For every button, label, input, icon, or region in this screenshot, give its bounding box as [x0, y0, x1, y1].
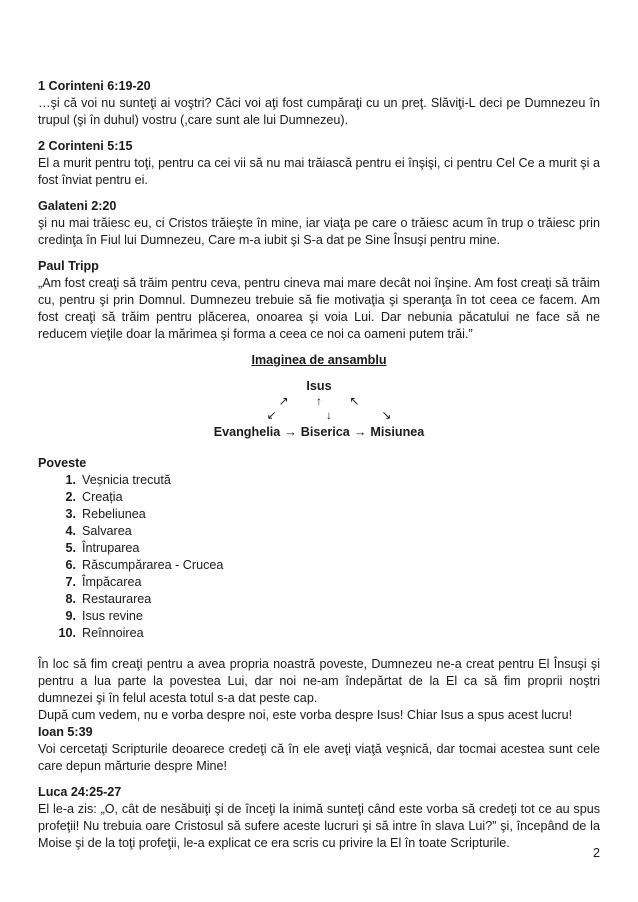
diagram-top-label: Isus [306, 379, 332, 393]
arrows-down-row [38, 407, 600, 424]
page-number: 2 [592, 846, 600, 860]
list-label: Întruparea [82, 541, 140, 555]
overview-title: Imaginea de ansamblu [251, 353, 387, 367]
overview-flow [38, 424, 600, 441]
body-paragraph: În loc să fim creaţi pentru a avea propria noastră poveste, Dumnezeu ne-a creat pentru El Însuşi şi pentru a lua parte la povestea Lui, dar noi ne-am îndepărtat de la El ca să fim proprii noştri dumnezei şi în felul acesta totul s-a dat peste cap. [38, 657, 600, 705]
arrow-right-icon: → [353, 425, 367, 439]
list-number: 6. [65, 558, 76, 572]
arrow-up-left-icon: ↖ [349, 394, 360, 408]
quote-block [38, 258, 600, 343]
list-number: 10. [58, 626, 76, 640]
list-number: 3. [65, 507, 76, 521]
quote-author: Paul Tripp [38, 259, 99, 273]
verse-reference: 1 Corinteni 6:19-20 [38, 79, 151, 93]
document-page [38, 78, 600, 861]
verse-block [38, 198, 600, 249]
verse-text: şi nu mai trăiesc eu, ci Cristos trăieşte în mine, iar viaţa pe care o trăiesc acum în trup o trăiesc prin credinţa în Fiul lui Dumnezeu, Care m-a iubit şi S-a dat pe Sine Însuşi pentru mine. [38, 216, 600, 247]
list-item [38, 557, 600, 574]
verse-text: El le-a zis: „O, cât de nesăbuiţi şi de înceţi la inimă sunteţi când este vorba să credeţi tot ce au spus profeţii! Nu trebuia oare Cristosul să sufere aceste lucruri şi să intre în slava Lui?” şi, începând de la Moise şi de la toţi profeţii, le-a explicat ce era scris cu privire la El în toate Scripturile. [38, 802, 600, 850]
flow-item-misiunea: Misiunea [370, 425, 425, 439]
arrow-down-right-icon: ↘ [381, 408, 392, 422]
verse-text: …şi că voi nu sunteţi ai voştri? Căci voi aţi fost cumpăraţi cu un preţ. Slăviţi-L deci pe Dumnezeu în trupul (şi în duhul) vostru (,care sunt ale lui Dumnezeu). [38, 96, 600, 127]
arrow-up-right-icon: ↗ [278, 394, 289, 408]
verse-block [38, 138, 600, 189]
list-item [38, 574, 600, 591]
list-label: Creația [82, 490, 123, 504]
verse-reference: 2 Corinteni 5:15 [38, 139, 133, 153]
verse-reference: Galateni 2:20 [38, 199, 117, 213]
body-paragraph: După cum vedem, nu e vorba despre noi, este vorba despre Isus! Chiar Isus a spus acest lucru! [38, 708, 573, 722]
verse-block [38, 724, 600, 775]
story-list [38, 472, 600, 642]
list-label: Reînnoirea [82, 626, 144, 640]
list-label: Rebeliunea [82, 507, 146, 521]
list-number: 5. [65, 541, 76, 555]
arrow-down-icon: ↓ [326, 408, 332, 422]
list-item [38, 523, 600, 540]
arrow-up-icon: ↑ [316, 394, 322, 408]
flow-item-biserica: Biserica [300, 425, 350, 439]
overview-diagram [38, 378, 600, 424]
list-label: Răscumpărarea - Crucea [82, 558, 224, 572]
list-item [38, 489, 600, 506]
list-item [38, 625, 600, 642]
verse-reference: Luca 24:25-27 [38, 785, 122, 799]
flow-item-evanghelia: Evanghelia [213, 425, 281, 439]
list-label: Împăcarea [82, 575, 142, 589]
list-number: 2. [65, 490, 76, 504]
verse-text: El a murit pentru toţi, pentru ca cei vii să nu mai trăiască pentru ei înşişi, ci pentru Cel Ce a murit şi a fost înviat pentru ei. [38, 156, 600, 187]
list-item [38, 540, 600, 557]
list-item [38, 591, 600, 608]
quote-text: „Am fost creaţi să trăim pentru ceva, pentru cineva mai mare decât noi înşine. Am fost creaţi să trăim cu, pentru şi prin Domnul. Dumnezeu trebuie să fie motivaţia şi speranţa în tot ceea ce facem. Am fost creaţi să trăim pentru plăcerea, onoarea şi voia Lui. Dar nebunia păcatului ne face să ne reducem vieţile doar la mărimea şi forma a ceea ce noi ca oameni putem trăi.” [38, 276, 600, 341]
arrow-right-icon: → [284, 425, 297, 439]
list-label: Restaurarea [82, 592, 152, 606]
arrow-down-left-icon: ↙ [266, 408, 277, 422]
verse-text: Voi cercetaţi Scripturile deoarece credeţi că în ele aveţi viaţă veşnică, dar tocmai acestea sunt cele care depun mărturie despre Mine! [38, 742, 600, 773]
story-title: Poveste [38, 456, 87, 470]
list-label: Salvarea [82, 524, 132, 538]
list-item [38, 608, 600, 625]
list-label: Veșnicia trecută [82, 473, 171, 487]
list-number: 4. [65, 524, 76, 538]
verse-reference: Ioan 5:39 [38, 725, 93, 739]
list-item [38, 472, 600, 489]
list-number: 8. [65, 592, 76, 606]
list-number: 7. [65, 575, 76, 589]
list-number: 9. [65, 609, 76, 623]
verse-block [38, 78, 600, 129]
list-label: Isus revine [82, 609, 143, 623]
list-number: 1. [65, 473, 76, 487]
list-item [38, 506, 600, 523]
verse-block [38, 784, 600, 852]
